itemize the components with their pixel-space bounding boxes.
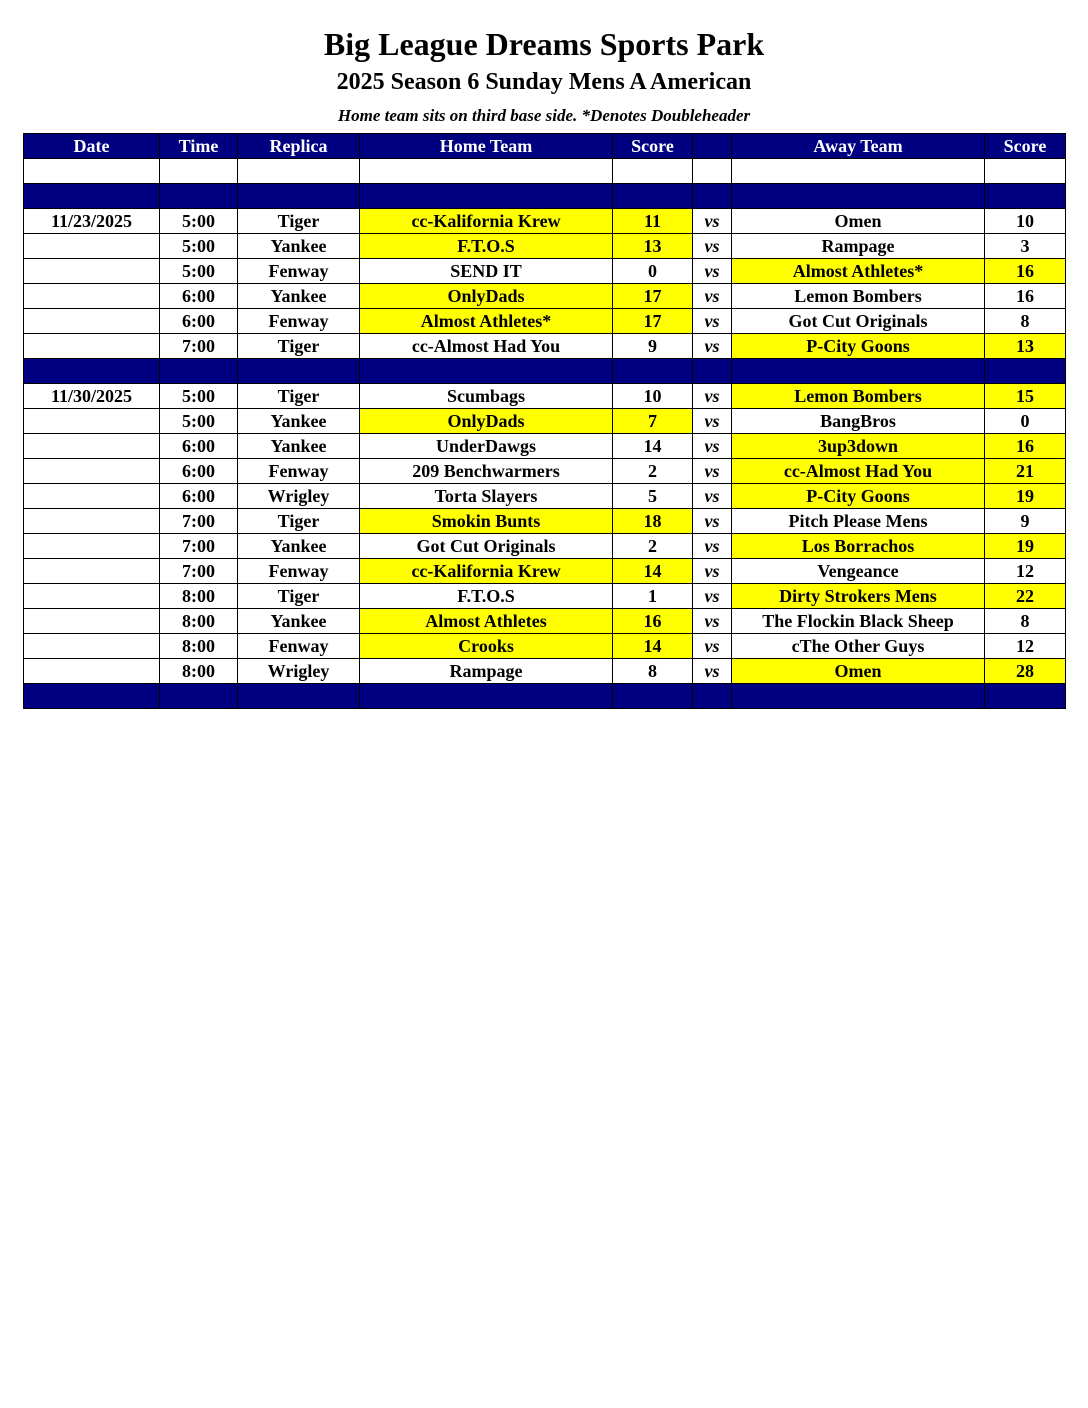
home-team: Almost Athletes* [360,309,613,334]
away-score: 16 [985,284,1066,309]
separator-cell [360,684,613,709]
page-title: Big League Dreams Sports Park [323,26,765,62]
separator-cell [985,184,1066,209]
versus-label: vs [693,334,732,359]
home-team: cc-Kalifornia Krew [360,559,613,584]
away-score: 12 [985,634,1066,659]
game-row [24,409,1066,434]
game-field: Tiger [238,334,360,359]
table-header-row [24,134,1066,159]
game-field: Tiger [238,584,360,609]
game-field: Yankee [238,534,360,559]
away-score: 16 [985,434,1066,459]
separator-cell [360,184,613,209]
game-field: Yankee [238,284,360,309]
away-score: 0 [985,409,1066,434]
blank-row [24,159,1066,184]
game-date [24,259,160,284]
separator-cell [24,684,160,709]
away-team: Pitch Please Mens [732,509,985,534]
game-row [24,259,1066,284]
game-field: Yankee [238,609,360,634]
game-time: 8:00 [160,609,238,634]
column-header-vs [693,134,732,159]
game-time: 7:00 [160,509,238,534]
game-row [24,509,1066,534]
versus-label: vs [693,384,732,409]
separator-cell [160,684,238,709]
game-date: 11/23/2025 [24,209,160,234]
game-field: Tiger [238,384,360,409]
away-team: Lemon Bombers [732,284,985,309]
game-time: 8:00 [160,584,238,609]
page-subtitle: 2025 Season 6 Sunday Mens A American [336,69,752,95]
home-score: 16 [613,609,693,634]
away-team: cThe Other Guys [732,634,985,659]
blank-cell [24,159,160,184]
week-separator-row [24,684,1066,709]
home-team: cc-Almost Had You [360,334,613,359]
home-score: 13 [613,234,693,259]
versus-label: vs [693,634,732,659]
game-row [24,609,1066,634]
home-team: Smokin Bunts [360,509,613,534]
column-header-home-team: Home Team [360,134,613,159]
away-team: The Flockin Black Sheep [732,609,985,634]
away-score: 9 [985,509,1066,534]
game-date [24,484,160,509]
home-score: 14 [613,634,693,659]
away-score: 21 [985,459,1066,484]
game-date [24,334,160,359]
separator-cell [693,359,732,384]
separator-cell [732,184,985,209]
game-row [24,334,1066,359]
game-row [24,484,1066,509]
home-score: 14 [613,559,693,584]
game-row [24,284,1066,309]
versus-label: vs [693,259,732,284]
separator-cell [693,684,732,709]
game-date [24,509,160,534]
game-date [24,434,160,459]
versus-label: vs [693,284,732,309]
column-header-away-score: Score [985,134,1066,159]
game-date [24,534,160,559]
column-header-away-team: Away Team [732,134,985,159]
away-team: P-City Goons [732,334,985,359]
game-time: 5:00 [160,409,238,434]
home-team: OnlyDads [360,409,613,434]
column-header-home-score: Score [613,134,693,159]
home-score: 17 [613,284,693,309]
away-score: 16 [985,259,1066,284]
home-team: Rampage [360,659,613,684]
away-score: 19 [985,484,1066,509]
game-time: 6:00 [160,309,238,334]
game-row [24,534,1066,559]
away-team: Lemon Bombers [732,384,985,409]
home-team: Crooks [360,634,613,659]
home-team: 209 Benchwarmers [360,459,613,484]
separator-cell [238,684,360,709]
home-team: F.T.O.S [360,234,613,259]
versus-label: vs [693,209,732,234]
home-team: Almost Athletes [360,609,613,634]
game-row [24,384,1066,409]
game-row [24,584,1066,609]
home-score: 11 [613,209,693,234]
home-score: 0 [613,259,693,284]
game-field: Fenway [238,259,360,284]
blank-cell [238,159,360,184]
away-team: Omen [732,209,985,234]
away-team: Rampage [732,234,985,259]
game-time: 6:00 [160,434,238,459]
away-score: 15 [985,384,1066,409]
game-time: 7:00 [160,534,238,559]
separator-cell [238,184,360,209]
away-team: cc-Almost Had You [732,459,985,484]
separator-cell [613,684,693,709]
separator-cell [693,184,732,209]
game-field: Wrigley [238,484,360,509]
away-score: 28 [985,659,1066,684]
home-team: UnderDawgs [360,434,613,459]
separator-cell [238,359,360,384]
game-field: Fenway [238,634,360,659]
away-team: Omen [732,659,985,684]
home-team: SEND IT [360,259,613,284]
game-field: Tiger [238,509,360,534]
versus-label: vs [693,434,732,459]
away-team: Dirty Strokers Mens [732,584,985,609]
game-row [24,459,1066,484]
home-score: 2 [613,534,693,559]
home-team: Got Cut Originals [360,534,613,559]
game-row [24,234,1066,259]
game-row [24,309,1066,334]
home-score: 1 [613,584,693,609]
away-score: 10 [985,209,1066,234]
page-note: Home team sits on third base side. *Denotes Doubleheader [337,106,751,125]
away-score: 19 [985,534,1066,559]
away-team: P-City Goons [732,484,985,509]
separator-cell [732,684,985,709]
away-score: 8 [985,609,1066,634]
home-score: 5 [613,484,693,509]
home-team: Torta Slayers [360,484,613,509]
game-row [24,559,1066,584]
separator-cell [985,684,1066,709]
versus-label: vs [693,609,732,634]
home-team: OnlyDads [360,284,613,309]
game-time: 5:00 [160,234,238,259]
separator-cell [360,359,613,384]
away-score: 3 [985,234,1066,259]
blank-cell [693,159,732,184]
game-time: 5:00 [160,384,238,409]
home-team: Scumbags [360,384,613,409]
separator-cell [24,184,160,209]
blank-cell [732,159,985,184]
home-score: 14 [613,434,693,459]
game-time: 5:00 [160,259,238,284]
separator-cell [160,184,238,209]
home-score: 2 [613,459,693,484]
separator-cell [24,359,160,384]
blank-cell [613,159,693,184]
game-row [24,434,1066,459]
home-team: F.T.O.S [360,584,613,609]
versus-label: vs [693,309,732,334]
separator-cell [613,359,693,384]
game-date [24,284,160,309]
game-date [24,559,160,584]
game-date [24,609,160,634]
versus-label: vs [693,559,732,584]
game-row [24,209,1066,234]
game-row [24,634,1066,659]
away-score: 12 [985,559,1066,584]
game-field: Wrigley [238,659,360,684]
versus-label: vs [693,584,732,609]
away-team: Los Borrachos [732,534,985,559]
game-date: 11/30/2025 [24,384,160,409]
schedule-table [23,133,1066,709]
separator-cell [613,184,693,209]
away-team: Vengeance [732,559,985,584]
home-score: 10 [613,384,693,409]
game-date [24,409,160,434]
away-score: 8 [985,309,1066,334]
blank-cell [160,159,238,184]
game-field: Yankee [238,234,360,259]
separator-cell [732,359,985,384]
blank-cell [985,159,1066,184]
blank-cell [360,159,613,184]
home-score: 18 [613,509,693,534]
game-time: 5:00 [160,209,238,234]
game-field: Yankee [238,434,360,459]
week-separator-row [24,184,1066,209]
column-header-time: Time [160,134,238,159]
versus-label: vs [693,534,732,559]
home-score: 8 [613,659,693,684]
game-field: Fenway [238,309,360,334]
away-team: BangBros [732,409,985,434]
game-time: 8:00 [160,659,238,684]
game-field: Yankee [238,409,360,434]
game-date [24,459,160,484]
column-header-replica: Replica [238,134,360,159]
game-time: 6:00 [160,284,238,309]
game-field: Fenway [238,459,360,484]
game-date [24,234,160,259]
game-date [24,634,160,659]
versus-label: vs [693,409,732,434]
schedule-body [24,159,1066,709]
versus-label: vs [693,509,732,534]
game-date [24,584,160,609]
away-team: Got Cut Originals [732,309,985,334]
separator-cell [985,359,1066,384]
game-row [24,659,1066,684]
versus-label: vs [693,659,732,684]
away-team: Almost Athletes* [732,259,985,284]
game-time: 6:00 [160,459,238,484]
home-score: 7 [613,409,693,434]
home-team: cc-Kalifornia Krew [360,209,613,234]
versus-label: vs [693,234,732,259]
versus-label: vs [693,484,732,509]
game-time: 8:00 [160,634,238,659]
game-time: 7:00 [160,334,238,359]
game-time: 7:00 [160,559,238,584]
column-header-date: Date [24,134,160,159]
away-score: 13 [985,334,1066,359]
game-field: Fenway [238,559,360,584]
separator-cell [160,359,238,384]
versus-label: vs [693,459,732,484]
away-score: 22 [985,584,1066,609]
week-separator-row [24,359,1066,384]
away-team: 3up3down [732,434,985,459]
home-score: 17 [613,309,693,334]
home-score: 9 [613,334,693,359]
game-field: Tiger [238,209,360,234]
game-time: 6:00 [160,484,238,509]
game-date [24,659,160,684]
game-date [24,309,160,334]
